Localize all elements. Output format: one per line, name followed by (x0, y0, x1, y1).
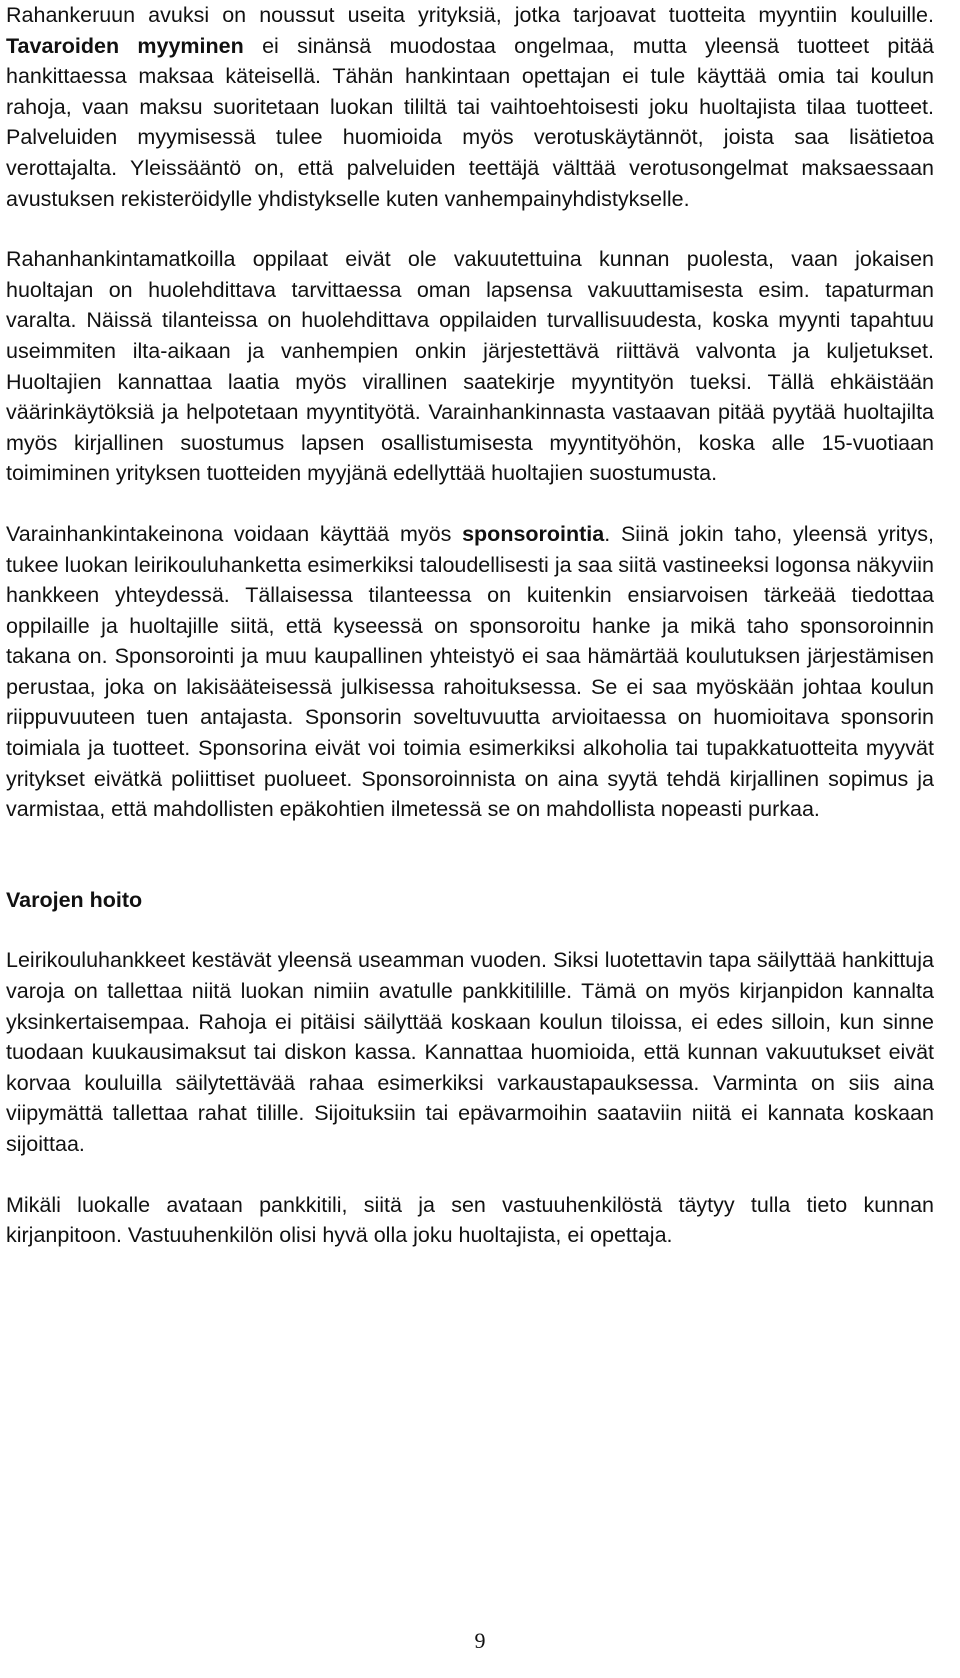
paragraph-bank-account: Leirikouluhankkeet kestävät yleensä useamman vuoden. Siksi luotettavin tapa säilyttää hankittuja varoja on tallettaa niitä luokan nimiin avatulle pankkitilille. Tämä on myös kirjanpidon kannalta yksinkertaisempaa. Rahoja ei pitäisi säilyttää koskaan koulun tiloissa, ei edes silloin, kun sinne tuodaan kuukausimaksut tai diskon kassa. Kannattaa huomioida, että kunnan vakuutukset eivät korvaa kouluilla säilytettävää rahaa esimerkiksi varkaustapauksessa. Varminta on siis aina viipymättä tallettaa rahat tilille. Sijoituksiin tai epävarmoihin saataviin niitä ei kannata koskaan sijoittaa. (6, 948, 934, 1156)
paragraph-spacer (6, 915, 934, 945)
bold-phrase: sponsorointia (462, 521, 605, 546)
paragraph-text: ei sinänsä muodostaa ongelmaa, mutta yleensä tuotteet pitää hankittaessa maksaa käteisellä. Tähän hankintaan opettajan ei tule käyttää omia tai koulun rahoja, vaan maksu suoritetaan luokan tililtä tai vaihtoehtoisesti joku huoltajista tilaa tuotteet. Palveluiden myymisessä tulee huomioida myös verotuskäytännöt, joista saa lisätietoa verottajalta. Yleissääntö on, että palveluiden teettäjä välttää verotusongelmat maksaessaan avustuksen rekisteröidylle yhdistykselle kuten vanhempainyhdistykselle. (6, 33, 934, 211)
paragraph-spacer (6, 214, 934, 244)
paragraph-text: . Siinä jokin taho, yleensä yritys, tukee luokan leirikouluhanketta esimerkiksi taloudellisesti ja saa siitä vastineeksi logonsa näkyviin hankkeen yhteydessä. Tällaisessa tilanteessa on kuitenkin ensiarvoisen tärkeää tiedottaa oppilaille ja huoltajille siitä, että kyseessä on sponsoroitu hanke ja mikä taho sponsoroinnin takana on. Sponsorointi ja muu kaupallinen yhteistyö ei saa hämärtää koulutuksen järjestämisen perustaa, joka on lakisääteisessä julkisessa rahoituksessa. Se ei saa myöskään johtaa koulun riippuvuuteen tuen antajasta. Sponsorin soveltuvuutta arvioitaessa on huomioitava sponsorin toimiala ja tuotteet. Sponsorina eivät voi toimia esimerkiksi alkoholia tai tupakkatuotteita myyvät yritykset eivätkä poliittiset puolueet. Sponsoroinnista on aina syytä tehdä kirjallinen sopimus ja varmistaa, että mahdollisten epäkohtien ilmetessä se on mahdollista nopeasti purkaa. (6, 521, 934, 822)
paragraph-spacer (6, 489, 934, 519)
paragraph-sponsorship (6, 519, 934, 825)
paragraph-text: Rahankeruun avuksi on noussut useita yrityksiä, jotka tarjoavat tuotteita myyntiin kouluille. (6, 3, 934, 27)
document-page (6, 0, 934, 1251)
paragraph-fundraising-companies (6, 0, 934, 214)
paragraph-spacer (6, 825, 934, 885)
page-number: 9 (474, 1628, 486, 1653)
paragraph-spacer (6, 1160, 934, 1190)
paragraph-responsible-person: Mikäli luokalle avataan pankkitili, siitä ja sen vastuuhenkilöstä täytyy tulla tieto kunnan kirjanpitoon. Vastuuhenkilön olisi hyvä olla joku huoltajista, ei opettaja. (6, 1192, 934, 1248)
paragraph-insurance: Rahanhankintamatkoilla oppilaat eivät ole vakuutettuina kunnan puolesta, vaan jokaisen huoltajan on huolehdittava tarvittaessa oman lapsensa vakuuttamisesta esim. tapaturman varalta. Näissä tilanteissa on huolehdittava oppilaiden turvallisuudesta, koska myynti tapahtuu useimmiten ilta-aikaan ja vanhempien onkin järjestettävä riittävä valvonta ja kuljetukset. Huoltajien kannattaa laatia myös virallinen saatekirje myyntityön tueksi. Tällä ehkäistään väärinkäytöksiä ja helpotetaan myyntityötä. Varainhankinnasta vastaavan pitää pyytää huoltajilta myös kirjallinen suostumus lapsen osallistumisesta myyntityöhön, koska alle 15-vuotiaan toimiminen yrityksen tuotteiden myyjänä edellyttää huoltajien suostumusta. (6, 247, 934, 486)
paragraph-text: Varainhankintakeinona voidaan käyttää myös (6, 521, 452, 546)
section-heading: Varojen hoito (6, 887, 143, 912)
bold-phrase: Tavaroiden myyminen (6, 33, 244, 58)
